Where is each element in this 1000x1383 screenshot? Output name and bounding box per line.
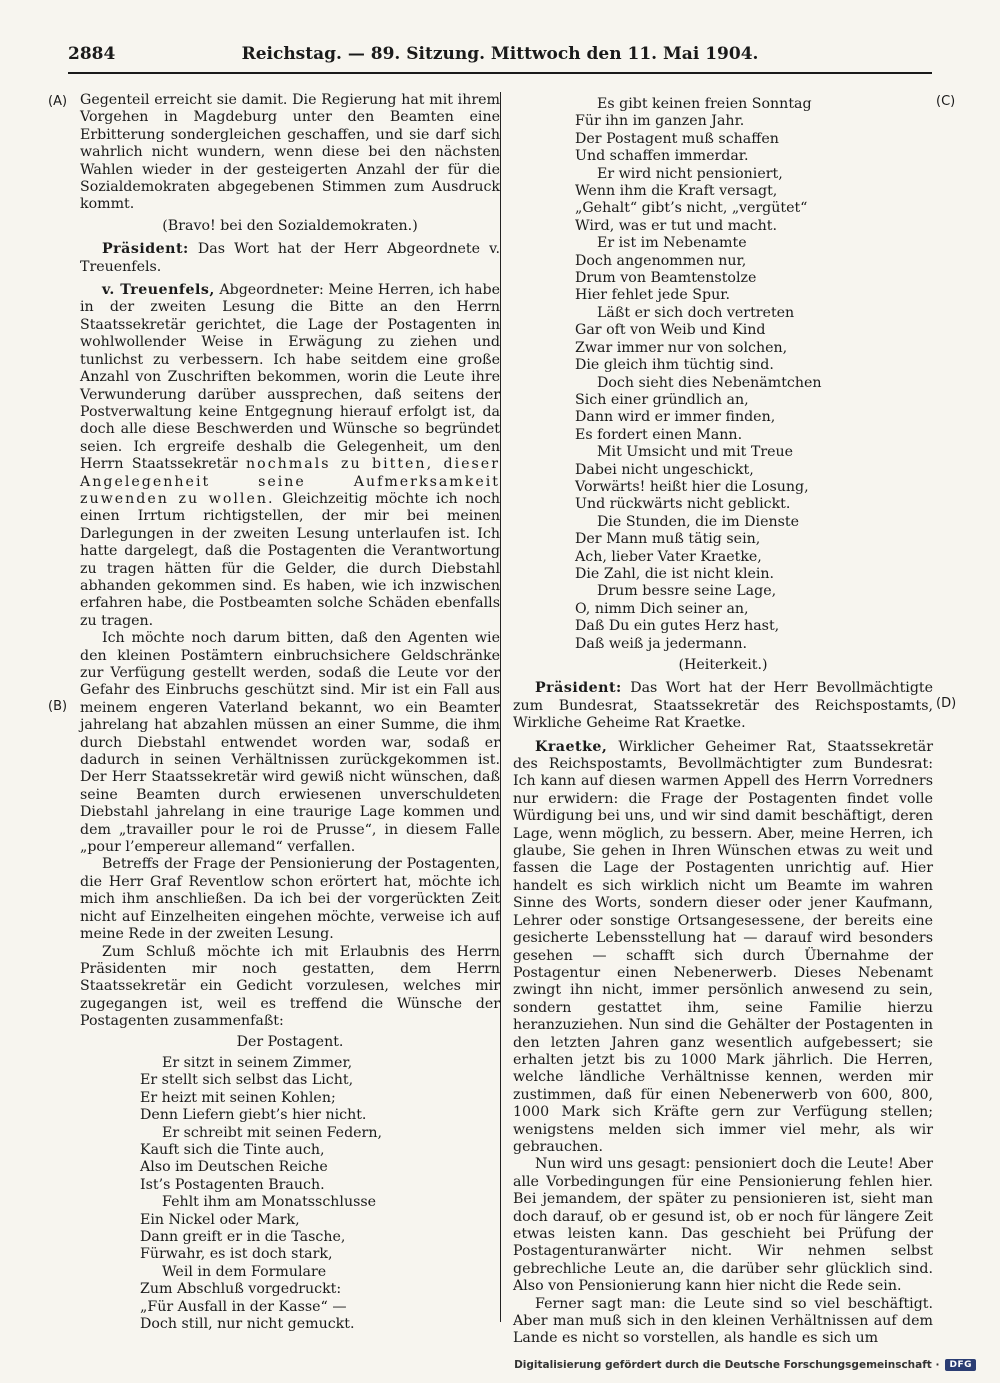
poem-line: Der Postagent muß schaffen bbox=[575, 130, 779, 147]
poem-line: Er stellt sich selbst das Licht, bbox=[140, 1072, 354, 1089]
paragraph: Präsident: Das Wort hat der Herr Bevollmächtigte zum Bundesrat, Staatssekretär des Reichspostamts, Wirkliche Geheime Rat Kraetke. bbox=[513, 680, 933, 732]
paragraph: Kraetke, Wirklicher Geheimer Rat, Staatssekretär des Reichspostamts, Bevollmächtigter zum Bundesrat: Ich kann auf diesen warmen Appell des Herrn Vorredners nur erwidern: die Frage der Postagenten findet volle Würdigung bei uns, und wir sind damit beschäftigt, deren Lage, wenn möglich, zu bessern. Aber, meine Herren, ich glaube, Sie gehen in Ihren Wünschen etwas zu weit und fassen die Lage der Postagenten unrichtig auf. Hier handelt es sich wirklich nicht um Beamte im wahren Sinne des Worts, sondern dieser oder jener Kaufmann, Lehrer oder sonstige Ortsangesessene, der bereits eine gesicherte Lebensstellung hat — darauf wird besonders gesehen — schafft sich durch Übernahme der Postagentur einen Nebenerwerb. Dieses Nebenamt zwingt ihn nicht, immer persönlich anwesend zu sein, sondern gestattet ihm, seine Familie hierzu heranzuziehen. Nun sind die Gehälter der Postagenten in den letzten Jahren ganz wesentlich aufgebessert; sie erhalten jetzt bis zu 1000 Mark jährlich. Die Herren, welche ländliche Verhältnisse kennen, werden mir zustimmen, daß für einen Nebenerwerb von 600, 800, 1000 Mark sich Kräfte gern zur Verfügung stellen; wenigstens melden sich immer viel mehr, als wir gebrauchen. bbox=[513, 738, 933, 1155]
poem-line: Zwar immer nur von solchen, bbox=[575, 339, 788, 356]
poem-line: Die Stunden, die im Dienste bbox=[597, 513, 799, 530]
poem-line: „Für Ausfall in der Kasse“ — bbox=[140, 1298, 347, 1315]
poem-title: Der Postagent. bbox=[236, 1033, 344, 1050]
paragraph: Ferner sagt man: die Leute sind so viel beschäftigt. Aber man muß sich in den kleinen Verhältnissen auf dem Lande es nicht so vorstellen, als handle es sich um bbox=[513, 1295, 933, 1347]
poem-line: Sich einer gründlich an, bbox=[575, 391, 749, 408]
dfg-logo-icon: DFG bbox=[945, 1359, 976, 1371]
poem-line: Weil in dem Formulare bbox=[162, 1263, 327, 1280]
speaker-name: v. Treuenfels, bbox=[102, 282, 215, 299]
poem-line: Daß Du ein gutes Herz hast, bbox=[575, 618, 780, 635]
poem-line: Ist’s Postagenten Brauch. bbox=[140, 1176, 325, 1193]
poem-line: Wenn ihm die Kraft versagt, bbox=[575, 183, 778, 200]
margin-marker-b: (B) bbox=[48, 699, 68, 714]
speaker-name: Kraetke, bbox=[535, 738, 608, 755]
poem-line: Und rückwärts nicht geblickt. bbox=[575, 496, 791, 513]
poem-line: Läßt er sich doch vertreten bbox=[597, 304, 795, 321]
poem-line: Es gibt keinen freien Sonntag bbox=[597, 96, 812, 112]
poem-line: Fürwahr, es ist doch stark, bbox=[140, 1246, 333, 1263]
paragraph: Betreffs der Frage der Pensionierung der Postagenten, die Herr Graf Reventlow schon erörtert hat, möchte ich mich ihm anschließen. Da ich bei der vorgerückten Zeit nicht auf Einzelheiten eingehen möchte, verweise ich auf meine Rede in der zweiten Lesung. bbox=[80, 856, 500, 943]
paragraph: Zum Schluß möchte ich mit Erlaubnis des Herrn Präsidenten mir noch gestatten, dem Herrn Staatssekretär ein Gedicht vorzulesen, welches mir zugegangen ist, weil es treffend die Wünsche der Postagenten zusammenfaßt: bbox=[80, 943, 500, 1030]
paragraph: Präsident: Das Wort hat der Herr Abgeordnete v. Treuenfels. bbox=[80, 241, 500, 275]
poem-line: Drum von Beamtenstolze bbox=[575, 270, 757, 287]
digitization-footer bbox=[514, 1359, 976, 1371]
poem-line: Dann wird er immer finden, bbox=[575, 409, 776, 426]
laughter-note: (Heiterkeit.) bbox=[678, 657, 768, 673]
poem-line: Die Zahl, die ist nicht klein. bbox=[575, 565, 775, 582]
poem-line: Er heizt mit seinen Kohlen; bbox=[140, 1089, 336, 1106]
paragraph: Ich möchte noch darum bitten, daß den Agenten wie den kleinen Postämtern einbruchsichere Geldschränke zur Verfügung gestellt werden, sodaß die Leute vor der Gefahr des Einbruchs geschützt sind. Mir ist ein Fall aus meinem engeren Vaterland bekannt, wo ein Beamter jahrelang hat abzahlen müssen an einer Summe, die ihm durch Diebstahl entwendet worden war, sodaß er dadurch in seinen Verhältnissen zurückgekommen ist. Der Herr Staatssekretär wird gewiß nicht wünschen, daß seine Beamten durch erwiesenen unverschuldeten Diebstahl jahrelang in eine traurige Lage kommen und dem „travailler pour le roi de Prusse“, in diesem Falle „pour l’empereur allemand“ verfallen. bbox=[80, 630, 500, 856]
right-column bbox=[513, 92, 933, 1347]
footer-text: Digitalisierung gefördert durch die Deutsche Forschungsgemeinschaft · bbox=[514, 1359, 940, 1371]
paragraph: Nun wird uns gesagt: pensioniert doch die Leute! Aber alle Vorbedingungen für eine Pensionierung fehlen hier. Bei jemandem, der später zu pensionieren ist, sieht man doch darauf, ob er gesund ist, ob er noch für längere Zeit etwas leisten kann. Das geschieht bei Prüfung der Postagenturanwärter nicht. Wir nehmen selbst gebrechliche Leute an, die darüber sehr glücklich sind. Also von Pensionierung kann hier nicht die Rede sein. bbox=[513, 1156, 933, 1295]
poem-line: Doch sieht dies Nebenämtchen bbox=[597, 374, 822, 391]
margin-marker-d: (D) bbox=[936, 696, 957, 711]
header-rule bbox=[68, 72, 932, 74]
poem-line: „Gehalt“ gibt’s nicht, „vergütet“ bbox=[575, 200, 808, 217]
column-divider bbox=[500, 92, 501, 1322]
left-column bbox=[80, 92, 501, 1333]
poem-line: Dann greift er in die Tasche, bbox=[140, 1229, 346, 1245]
poem-line: Fehlt ihm am Monatsschlusse bbox=[162, 1194, 377, 1211]
poem-line: Also im Deutschen Reiche bbox=[140, 1159, 328, 1176]
applause-note: (Bravo! bei den Sozialdemokraten.) bbox=[162, 217, 418, 234]
running-title: Reichstag. — 89. Sitzung. Mittwoch den 11. Mai 1904. bbox=[241, 44, 759, 64]
poem-line: Er sitzt in seinem Zimmer, bbox=[162, 1054, 353, 1071]
poem-line: Für ihn im ganzen Jahr. bbox=[575, 113, 745, 130]
poem-right bbox=[513, 96, 933, 653]
poem-line: Mit Umsicht und mit Treue bbox=[597, 444, 794, 461]
paragraph: Gegenteil erreicht sie damit. Die Regierung hat mit ihrem Vorgehen in Magdeburg unter den Beamten eine Erbitterung sondergleichen geschaffen, und sie darf sich wahrlich nicht wundern, wenn diese bei den nächsten Wahlen wieder in der gesteigerten Anzahl der für die Sozialdemokraten abgegebenen Stimmen zum Ausdruck kommt. bbox=[80, 92, 500, 213]
poem-line: Die gleich ihm tüchtig sind. bbox=[575, 357, 774, 374]
poem-line: Denn Liefern giebt’s hier nicht. bbox=[140, 1107, 367, 1124]
poem-line: Drum bessre seine Lage, bbox=[597, 583, 777, 600]
poem-line: O, nimm Dich seiner an, bbox=[575, 600, 749, 617]
poem-line: Der Mann muß tätig sein, bbox=[575, 531, 761, 548]
margin-marker-a: (A) bbox=[48, 94, 68, 109]
poem-line: Hier fehlet jede Spur. bbox=[575, 287, 730, 304]
paragraph: v. Treuenfels, Abgeordneter: Meine Herren, ich habe in der zweiten Lesung die Bitte an den Herrn Staatssekretär gerichtet, die Lage der Postagenten in wohlwollender Weise in Erwägung zu ziehen und tunlichst zu verbessern. Ich habe seitdem eine große Anzahl von Zuschriften bekommen, worin die Leute ihre Verwunderung darüber aussprechen, daß seitens der Postverwaltung keine Entgegnung hierauf erfolgt ist, da doch alle diese Beschwerden und Wünsche so begründet seien. Ich ergreife deshalb die Gelegenheit, um den Herrn Staatssekretär nochmals zu bitten, dieser Angelegenheit seine Aufmerksamkeit zuwenden zu wollen. Gleichzeitig möchte ich noch einen Irrtum richtigstellen, der mir bei meinen Darlegungen in der zweiten Lesung unterlaufen ist. Ich hatte dargelegt, daß die Postagenten die Verantwortung zu tragen hätten für die Gelder, die durch Diebstahl abhanden gekommen sind. Es haben, wie ich inzwischen erfahren habe, die Postbeamten solche Schäden ebenfalls zu tragen. bbox=[80, 282, 501, 629]
poem-line: Wird, was er tut und macht. bbox=[575, 217, 777, 234]
poem-line: Ein Nickel oder Mark, bbox=[140, 1211, 300, 1228]
page-number: 2884 bbox=[68, 44, 116, 64]
emphasis: nochmals zu bitten, dieser Angelegenheit seine Aufmerksamkeit zuwenden zu wollen. bbox=[80, 456, 500, 507]
poem-line: Daß weiß ja jedermann. bbox=[575, 635, 748, 652]
poem-line: Dabei nicht ungeschickt, bbox=[575, 461, 754, 478]
poem-line: Ach, lieber Vater Kraetke, bbox=[575, 548, 762, 565]
poem-line: Zum Abschluß vorgedruckt: bbox=[140, 1281, 342, 1298]
poem-line: Gar oft von Weib und Kind bbox=[575, 322, 766, 339]
poem-line: Vorwärts! heißt hier die Losung, bbox=[575, 478, 809, 495]
poem-left bbox=[80, 1055, 500, 1334]
poem-line: Er ist im Nebenamte bbox=[597, 235, 747, 252]
poem-line: Und schaffen immerdar. bbox=[575, 148, 749, 165]
speaker-name: Präsident: bbox=[535, 680, 622, 697]
poem-line: Er wird nicht pensioniert, bbox=[597, 165, 783, 182]
poem-line: Es fordert einen Mann. bbox=[575, 426, 743, 443]
poem-line: Doch still, nur nicht gemuckt. bbox=[140, 1316, 355, 1333]
poem-line: Doch angenommen nur, bbox=[575, 252, 747, 269]
speaker-name: Präsident: bbox=[102, 241, 189, 258]
poem-line: Kauft sich die Tinte auch, bbox=[140, 1141, 325, 1158]
page-header bbox=[68, 44, 932, 68]
margin-marker-c: (C) bbox=[936, 94, 956, 109]
poem-line: Er schreibt mit seinen Federn, bbox=[162, 1124, 382, 1141]
